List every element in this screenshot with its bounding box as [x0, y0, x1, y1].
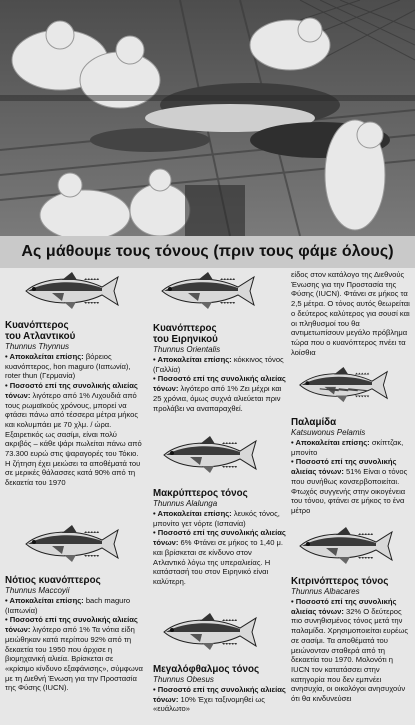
species-bigeye — [153, 664, 286, 714]
species-albacore — [153, 488, 286, 587]
species-latin: Thunnus Thynnus — [5, 342, 70, 351]
species-para: • Αποκαλείται επίσης: λευκός τόνος, μπονίτο γετ νόρτε (Ισπανία) — [153, 509, 280, 528]
species-yellowfin — [291, 576, 411, 704]
species-pacific-bluefin — [153, 323, 286, 413]
skipjack-fish-icon — [296, 366, 391, 404]
species-name-line2: του Ατλαντικού — [5, 331, 76, 342]
species-southern-bluefin — [5, 575, 143, 693]
species-latin: Thunnus Orientalis — [153, 345, 221, 354]
species-skipjack — [291, 417, 411, 516]
species-para: • Ποσοστό επί της συνολικής αλιείας τόνων: 6% Φτάνει σε μήκος το 1,40 μ. και βρίσκεται σε κίνδυνο στον Ατλαντικό λόγω της υπεραλιείας. Η κατάστασή του στον Ειρηνικό είναι καλύτερη. — [153, 528, 286, 586]
species-name-line2: του Ειρηνικού — [153, 334, 218, 345]
species-para: • Αποκαλείται επίσης: βόρειος κυανόπτερος, hon maguro (Ιαπωνία), roter thun (Γερμανία) — [5, 352, 131, 381]
species-latin: Thunnus Obesus — [153, 675, 214, 684]
species-para: • Ποσοστό επί της συνολικής αλιείας τόνων: λιγότερο από 1% Τα νότια είδη μειώθηκαν κατά περίπου 92% από τη δεκαετία του 1950 που άρχισε η βιομηχανική αλιεία. Βρίσκεται σε «κρίσιμο κίνδυνο εξαφάνισης», σύμφωνα με τη Διεθνή Ένωση για την Προστασία της Φύσης (IUCN). — [5, 615, 143, 693]
species-latin: Katsuwonus Pelamis — [291, 428, 366, 437]
species-para: • Αποκαλείται επίσης: bach maguro (Ιαπωνία) — [5, 596, 131, 615]
photo-fishermen-tuna-icon — [0, 0, 415, 236]
species-name: Μεγαλόφθαλμος τόνος — [153, 664, 260, 675]
species-para: • Αποκαλείται επίσης: κόκκινος τόνος (Γαλλία) — [153, 355, 284, 374]
bigeye-fish-icon — [160, 612, 260, 652]
southern-bluefin-fish-icon — [22, 524, 122, 564]
bluefin-atlantic-fish-icon — [22, 271, 122, 311]
yellowfin-fish-icon — [296, 526, 396, 566]
species-name: Μακρύπτερος τόνος — [153, 488, 248, 499]
headline: Ας μάθουμε τους τόνους (πριν τους φάμε όλους) — [0, 236, 415, 268]
species-para: • Ποσοστό επί της συνολικής αλιείας τόνων: 51% Είναι ο τόνος που συνήθως κονσερβοποιείται. Φτωχός συγγενής στην οικογένεια του τόνου, φτάνει σε μήκος το ένα μέτρο — [291, 457, 408, 515]
species-para: • Ποσοστό επί της συνολικής αλιείας τόνων: λιγότερο από 1% Λιχουδιά από τους ρωμαϊκούς χρόνους, μπορεί να φτάσει πάνω από τέσσερα μέτρα μήκος και κολυμπάει με 70 χλμ. / ώρα. Εξαιρετικός ως σασίμι, είναι πολύ ακριβός – κάθε ψάρι πωλείται πάνω από 73.300 ευρώ στις ψαραγορές του Τόκιο. Η ζήτηση έχει μειώσει τα αποθέματά του σε μερικές θάλασσες κατά 90% από τη δεκαετία του 1970 — [5, 381, 142, 488]
continuation-text: είδος στον κατάλογο της Διεθνούς Ένωσης για την Προστασία της Φύσης (IUCN). Φτάνει σε μήκος τα 2,5 μέτρα. Ο τόνος αυτός θεωρείται ο δεύτερος καλύτερος για σουσί και οι πληθυσμοί του θα αντιμετωπίσουν μεγάλο πρόβλημα τώρα που ο κυανόπτερος πνέει τα λοίσθια — [291, 270, 410, 357]
species-latin: Thunnus Albacares — [291, 587, 360, 596]
species-name: Κυανόπτερος — [5, 320, 69, 331]
species-name: Κιτρινόπτερος τόνος — [291, 576, 389, 587]
species-name: Κυανόπτερος — [153, 323, 217, 334]
species-para: • Ποσοστό επί της συνολικής αλιείας τόνων: 10% Έχει ταξινομηθεί ως «ευάλωτο» — [153, 685, 286, 714]
species-name: Παλαμίδα — [291, 417, 337, 428]
species-latin: Thunnus Maccoyii — [5, 586, 70, 595]
species-name: Νότιος κυανόπτερος — [5, 575, 101, 586]
albacore-fish-icon — [160, 435, 260, 475]
species-latin: Thunnus Alalunga — [153, 499, 218, 508]
species-atlantic-bluefin — [5, 320, 143, 488]
species-para: • Ποσοστό επί της συνολικής αλιείας τόνων: 32% Ο δεύτερος πιο συνηθισμένος τόνος μετά την παλαμίδα. Χρησιμοποιείται ευρέως σε σασίμι. Τα αποθέματά του μειώνονταν σταθερά από τη δεκαετία του 1970. Μολονότι η IUCN τον κατατάσσει στην κατηγορία που δεν εμπνέει ανησυχία, οι οικολόγοι ανησυχούν ότι θα κινδυνεύσει — [291, 597, 408, 704]
species-para: • Αποκαλείται επίσης: σκίπτζακ, μπονίτο — [291, 438, 404, 457]
species-para: • Ποσοστό επί της συνολικής αλιείας τόνων: λιγότερο από 1% Ζει μέχρι και 25 χρόνια, όμως συχνά αλιεύεται πριν προλάβει να αναπαραχθεί. — [153, 374, 286, 413]
col3-continuation — [291, 270, 411, 357]
photo-fishermen-tuna — [0, 0, 415, 236]
bluefin-pacific-fish-icon — [158, 271, 258, 311]
